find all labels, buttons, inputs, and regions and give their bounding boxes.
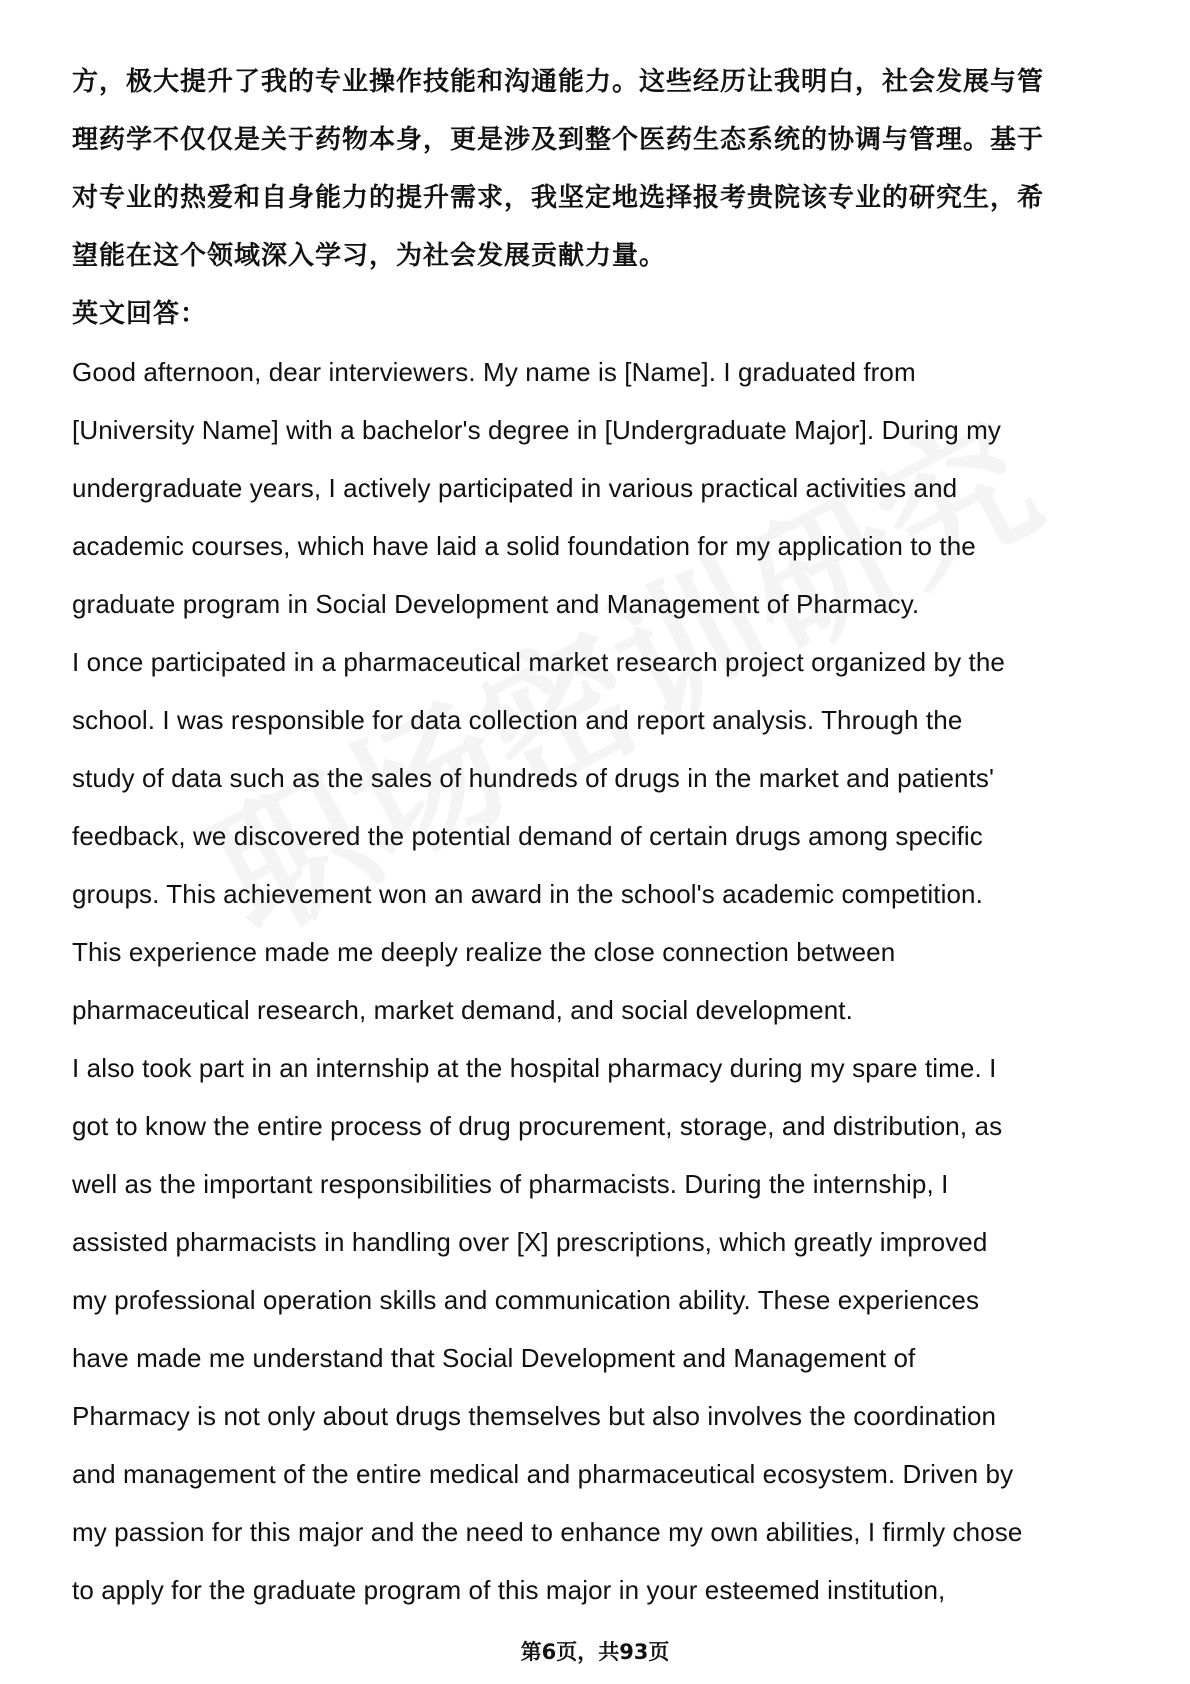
text-line: [University Name] with a bachelor's degree in [Undergraduate Major]. During my xyxy=(72,415,1001,445)
text-line: school. I was responsible for data collection and report analysis. Through the xyxy=(72,705,963,735)
text-line: I also took part in an internship at the hospital pharmacy during my spare time. I xyxy=(72,1053,997,1083)
text-line: groups. This achievement won an award in the school's academic competition. xyxy=(72,879,983,909)
text-line: 对专业的热爱和自身能力的提升需求，我坚定地选择报考贵院该专业的研究生，希 xyxy=(72,183,1045,213)
text-line: graduate program in Social Development and Management of Pharmacy. xyxy=(72,589,920,619)
text-line: undergraduate years, I actively participated in various practical activities and xyxy=(72,473,958,503)
text-line: 方，极大提升了我的专业操作技能和沟通能力。这些经历让我明白，社会发展与管 xyxy=(72,67,1045,97)
text-line: and management of the entire medical and pharmaceutical ecosystem. Driven by xyxy=(72,1459,1014,1489)
text-line: 望能在这个领域深入学习，为社会发展贡献力量。 xyxy=(72,241,667,271)
text-line: Pharmacy is not only about drugs themselves but also involves the coordination xyxy=(72,1401,997,1431)
text-line: academic courses, which have laid a solid foundation for my application to the xyxy=(72,531,976,561)
text-line: my passion for this major and the need to enhance my own abilities, I firmly chose xyxy=(72,1517,1023,1547)
text-line: I once participated in a pharmaceutical market research project organized by the xyxy=(72,647,1005,677)
text-line: feedback, we discovered the potential demand of certain drugs among specific xyxy=(72,821,983,851)
text-line: got to know the entire process of drug procurement, storage, and distribution, as xyxy=(72,1111,1003,1141)
text-line: 理药学不仅仅是关于药物本身，更是涉及到整个医药生态系统的协调与管理。基于 xyxy=(72,125,1045,155)
text-line: study of data such as the sales of hundreds of drugs in the market and patients' xyxy=(72,763,995,793)
section-heading: 英文回答： xyxy=(72,299,208,329)
text-line: pharmaceutical research, market demand, and social development. xyxy=(72,995,853,1025)
text-line: my professional operation skills and communication ability. These experiences xyxy=(72,1285,980,1315)
text-line: to apply for the graduate program of this major in your esteemed institution, xyxy=(72,1575,946,1605)
text-line: have made me understand that Social Development and Management of xyxy=(72,1343,916,1373)
page-number: 第6页，共93页 xyxy=(520,1640,670,1664)
text-line: assisted pharmacists in handling over [X] prescriptions, which greatly improved xyxy=(72,1227,988,1257)
body-text xyxy=(72,53,1122,1619)
text-line: Good afternoon, dear interviewers. My name is [Name]. I graduated from xyxy=(72,357,916,387)
text-line: well as the important responsibilities of pharmacists. During the internship, I xyxy=(72,1169,949,1199)
text-line: This experience made me deeply realize the close connection between xyxy=(72,937,896,967)
